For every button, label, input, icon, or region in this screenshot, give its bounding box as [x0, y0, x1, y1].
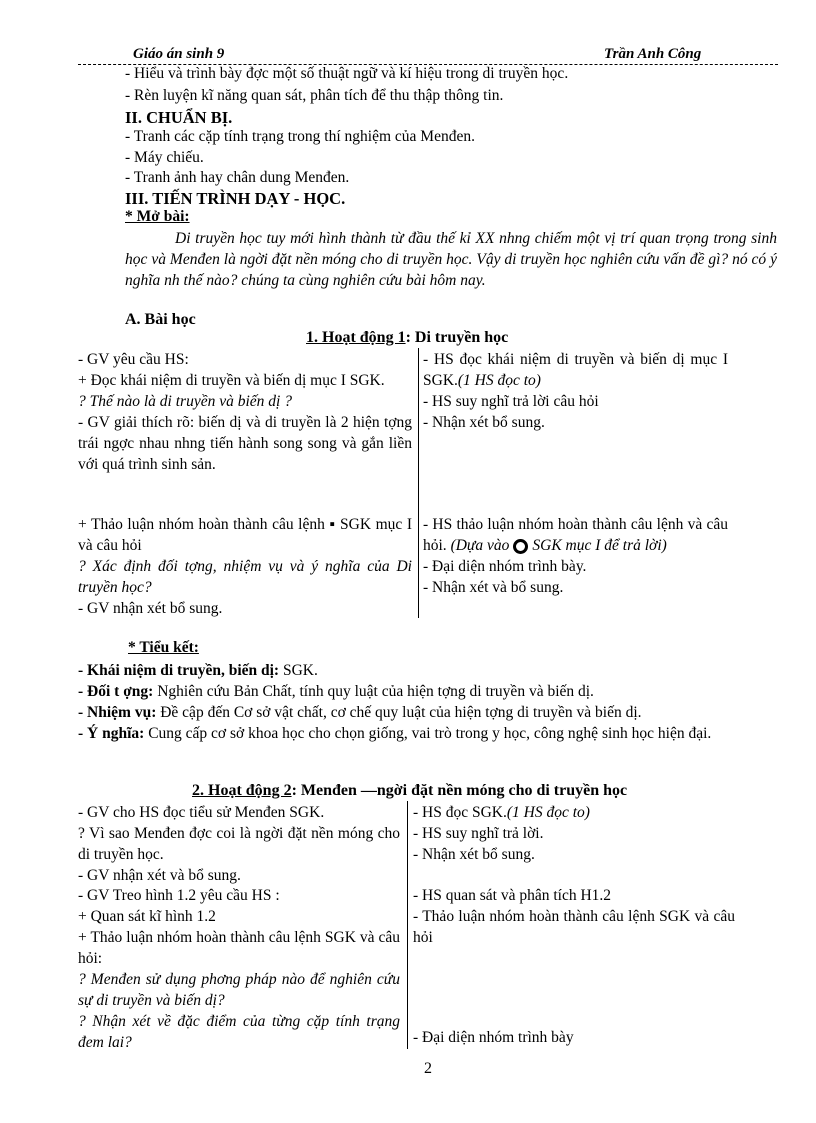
summary-item [78, 702, 778, 723]
activity-2-teacher-column-a [78, 802, 400, 886]
lesson-label: A. Bài học [125, 311, 196, 328]
table-cell-line: ? Thế nào là di truyền và biến dị ? [78, 393, 292, 410]
activity-1-teacher-column-a [78, 349, 412, 475]
table-cell-line: + Quan sát kĩ hình 1.2 [78, 908, 216, 925]
table-cell-line [413, 802, 735, 823]
header-right: Trần Anh Công [604, 46, 702, 62]
circle-bullet-icon [513, 539, 528, 554]
table-cell-line [423, 514, 728, 556]
cell-text: - HS thảo luận nhóm hoàn thành câu lệnh và câu hỏi. [423, 516, 728, 554]
table-divider [418, 348, 419, 618]
table-cell-line [423, 349, 728, 391]
table-cell-line: - GV nhận xét bổ sung. [78, 600, 223, 617]
summary-value: Cung cấp cơ sở khoa học cho chọn giống, vai trò trong y học, công nghệ sinh học hiện đại. [144, 725, 712, 742]
table-cell-line: - Nhận xét bổ sung. [413, 846, 535, 863]
activity-2-teacher-column-b [78, 885, 400, 1053]
table-cell-line: - HS suy nghĩ trả lời câu hỏi [423, 393, 599, 410]
summary-item [78, 681, 778, 702]
activity-1-teacher-column-b [78, 514, 412, 619]
page-number: 2 [424, 1060, 432, 1077]
table-cell-line: + Đọc khái niệm di truyền và biến dị mục I SGK. [78, 372, 385, 389]
activity-2-title-suffix: : Menđen —ngời đặt nền móng cho di truyền học [291, 782, 628, 799]
summary-item [78, 723, 778, 744]
table-cell-line: ? Vì sao Menđen đợc coi là ngời đặt nền móng cho di truyền học. [78, 825, 400, 863]
table-cell-line: - GV yêu cầu HS: [78, 351, 189, 368]
activity-2-student-last [413, 1027, 735, 1048]
opening-text: Di truyền học tuy mới hình thành từ đầu thế kỉ XX nhng chiếm một vị trí quan trọng trong sinh học và Menđen là ngời đặt nền móng cho di truyền học. Vậy di truyền học nghiên cứu vấn đề gì? nó có ý nghĩa nh thế nào? chúng ta cùng nghiên cứu bài hôm nay. [125, 230, 777, 289]
activity-2-title-prefix: 2. Hoạt động 2 [192, 782, 292, 799]
opening-paragraph [125, 228, 777, 291]
header-left: Giáo án sinh 9 [133, 46, 225, 62]
cell-note: SGK mục I để trả lời) [532, 537, 667, 554]
opening-label: * Mở bài: [125, 208, 190, 225]
cell-note: (Dựa vào [450, 537, 510, 554]
activity-1-student-column-a [423, 349, 728, 433]
activity-1-student-column-b [423, 514, 728, 598]
summary-value: Nghiên cứu Bản Chất, tính quy luật của hiện tợng di truyền và biến dị. [153, 683, 594, 700]
objective-line: - Rèn luyện kĩ năng quan sát, phân tích để thu thập thông tin. [125, 87, 504, 104]
cell-text: - HS đọc SGK. [413, 804, 507, 821]
summary-key: - Ý nghĩa: [78, 725, 145, 742]
summary-label: * Tiểu kết: [128, 639, 199, 656]
table-cell-line: - GV cho HS đọc tiểu sử Menđen SGK. [78, 804, 325, 821]
cell-note: (1 HS đọc to) [506, 804, 590, 821]
table-cell-line: - HS quan sát và phân tích H1.2 [413, 887, 612, 904]
table-cell-line: + Thảo luận nhóm hoàn thành câu lệnh ▪ SGK mục I và câu hỏi [78, 516, 412, 554]
prep-item: - Tranh ảnh hay chân dung Menđen. [125, 169, 350, 186]
summary-value: SGK. [279, 662, 318, 679]
table-cell-line: - HS suy nghĩ trả lời. [413, 825, 544, 842]
table-cell-line: + Thảo luận nhóm hoàn thành câu lệnh SGK và câu hỏi: [78, 929, 400, 967]
activity-1-title-suffix: : Di truyền học [405, 329, 509, 346]
cell-note: (1 HS đọc to) [457, 372, 541, 389]
summary-item [78, 660, 778, 681]
activity-2-student-column-b [413, 885, 735, 948]
summary-key: - Nhiệm vụ: [78, 704, 157, 721]
activity-2-title [192, 782, 627, 800]
summary-key: - Khái niệm di truyền, biến dị: [78, 662, 280, 679]
table-cell-line: ? Menđen sử dụng phơng pháp nào để nghiên cứu sự di truyền và biến dị? [78, 971, 400, 1009]
section-title: III. TIẾN TRÌNH DẠY - HỌC. [125, 189, 346, 208]
summary-value: Đề cập đến Cơ sở vật chất, cơ chế quy luật của hiện tợng di truyền và biến dị. [156, 704, 642, 721]
table-cell-line: ? Nhận xét về đặc điểm của từng cặp tính trạng đem lai? [78, 1013, 400, 1051]
activity-1-title [306, 329, 508, 347]
table-cell-line: - GV giải thích rõ: biến dị và di truyền là 2 hiện tợng trái ngợc nhau nhng tiến hành song song và gắn liền với quá trình sinh sản. [78, 414, 412, 473]
activity-2-student-column-a [413, 802, 735, 865]
table-cell-line: - GV Treo hình 1.2 yêu cầu HS : [78, 887, 280, 904]
section-title: II. CHUẨN BỊ. [125, 108, 233, 127]
table-divider [407, 801, 408, 1049]
cell-text: - HS đọc khái niệm di truyền và biến dị mục I SGK. [423, 351, 728, 389]
summary-key: - Đối t ợng: [78, 683, 154, 700]
table-cell-line: - Nhận xét và bổ sung. [423, 579, 564, 596]
table-cell-line: - Nhận xét bổ sung. [423, 414, 545, 431]
table-cell-line: - Thảo luận nhóm hoàn thành câu lệnh SGK và câu hỏi [413, 908, 735, 946]
activity-1-title-prefix: 1. Hoạt động 1 [306, 329, 406, 346]
table-cell-line: - Đại diện nhóm trình bày. [423, 558, 587, 575]
prep-item: - Tranh các cặp tính trạng trong thí nghiệm của Menđen. [125, 128, 475, 145]
table-cell-line: - GV nhận xét và bổ sung. [78, 867, 241, 884]
table-cell-line: - Đại diện nhóm trình bày [413, 1029, 574, 1046]
prep-item: - Máy chiếu. [125, 149, 204, 166]
summary-block [78, 660, 778, 744]
objective-line: - Hiểu và trình bày đợc một số thuật ngữ và kí hiệu trong di truyền học. [125, 65, 569, 82]
table-cell-line: ? Xác định đối tợng, nhiệm vụ và ý nghĩa của Di truyền học? [78, 558, 412, 596]
